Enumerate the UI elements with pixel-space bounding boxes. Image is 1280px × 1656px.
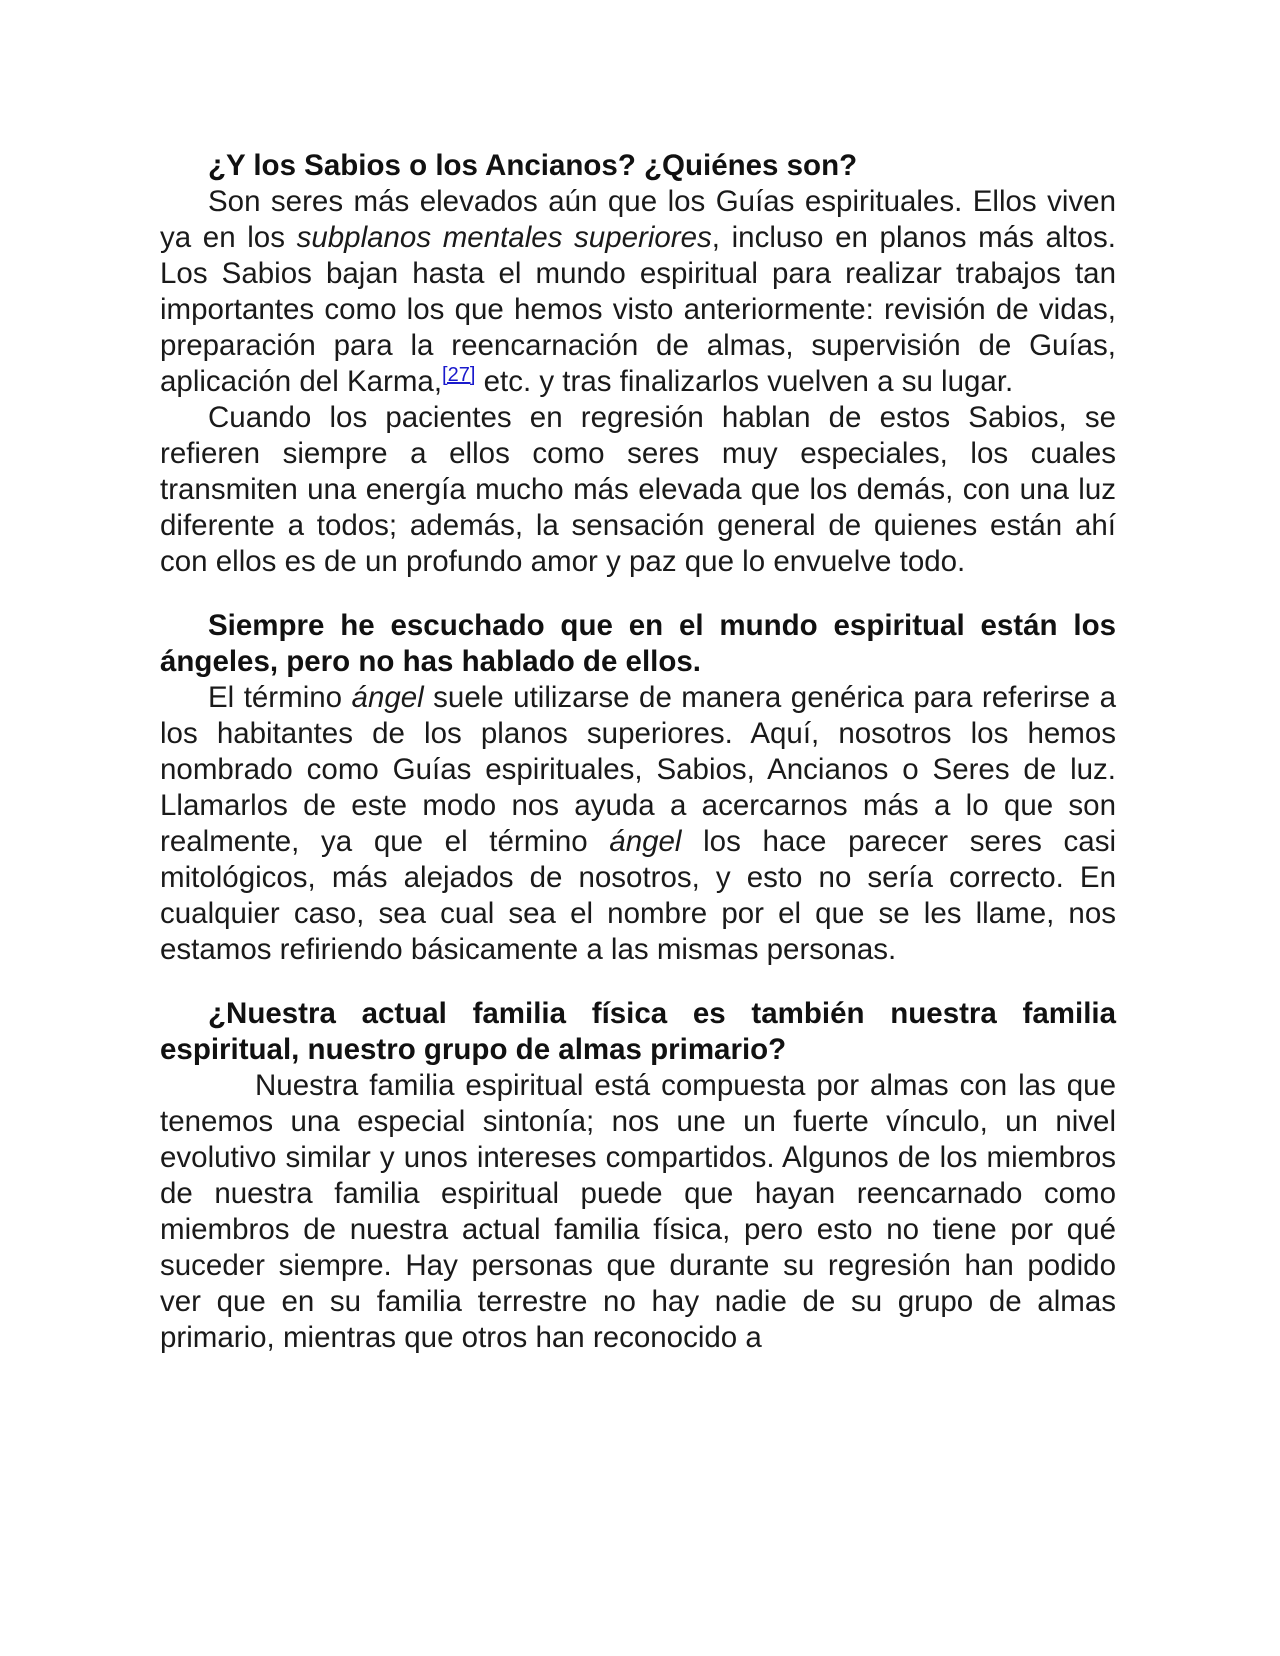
text-segment: , incluso en planos más altos. Los Sabios bajan hasta el mundo espiritual para realizar trabajos tan importantes como los que hemos visto anteriormente: revisión de vidas, preparación para la reencarnación de almas, supervisión de Guías, aplicación del Karma, xyxy=(160,221,1116,398)
section-gap xyxy=(160,580,1116,608)
section-question-sabios: ¿Y los Sabios o los Ancianos? ¿Quiénes son? xyxy=(208,149,858,182)
section-gap xyxy=(160,968,1116,996)
section-question-angeles: Siempre he escuchado que en el mundo espiritual están los ángeles, pero no has hablado de ellos. xyxy=(160,609,1116,678)
paragraph-angeles-answer xyxy=(160,680,1116,968)
italic-term: subplanos mentales superiores xyxy=(296,221,712,254)
paragraph-sabios-patients: Cuando los pacientes en regresión hablan de estos Sabios, se refieren siempre a ellos como seres muy especiales, los cuales transmiten una energía mucho más elevada que los demás, con una luz diferente a todos; además, la sensación general de quienes están ahí con ellos es de un profundo amor y paz que lo envuelve todo. xyxy=(160,401,1116,578)
text-segment: El término xyxy=(208,681,352,714)
italic-term: ángel xyxy=(351,681,424,714)
paragraph-familia-answer: Nuestra familia espiritual está compuesta por almas con las que tenemos una especial sintonía; nos une un fuerte vínculo, un nivel evolutivo similar y unos intereses compartidos. Algunos de los miembros de nuestra familia espiritual puede que hayan reencarnado como miembros de nuestra actual familia física, pero esto no tiene por qué suceder siempre. Hay personas que durante su regresión han podido ver que en su familia terrestre no hay nadie de su grupo de almas primario, mientras que otros han reconocido a xyxy=(160,1069,1116,1354)
footnote-link[interactable]: [27] xyxy=(442,364,476,386)
text-segment: etc. y tras finalizarlos vuelven a su lugar. xyxy=(475,365,1014,398)
text-segment: Son seres más elevados aún que los Guías espirituales. Ellos viven ya en los xyxy=(160,185,1116,254)
section-question-familia: ¿Nuestra actual familia física es también nuestra familia espiritual, nuestro grupo de almas primario? xyxy=(160,997,1116,1066)
text-segment: suele utilizarse de manera genérica para referirse a los habitantes de los planos superiores. Aquí, nosotros los hemos nombrado como Guías espirituales, Sabios, Ancianos o Seres de luz. Llamarlos de este modo nos ayuda a acercarnos más a lo que son realmente, ya que el término xyxy=(160,681,1116,858)
italic-term: ángel xyxy=(609,825,682,858)
document-page xyxy=(160,148,1116,1356)
text-segment: los hace parecer seres casi mitológicos, más alejados de nosotros, y esto no sería correcto. En cualquier caso, sea cual sea el nombre por el que se les llame, nos estamos refiriendo básicamente a las mismas personas. xyxy=(160,825,1116,966)
paragraph-sabios-definition xyxy=(160,184,1116,400)
